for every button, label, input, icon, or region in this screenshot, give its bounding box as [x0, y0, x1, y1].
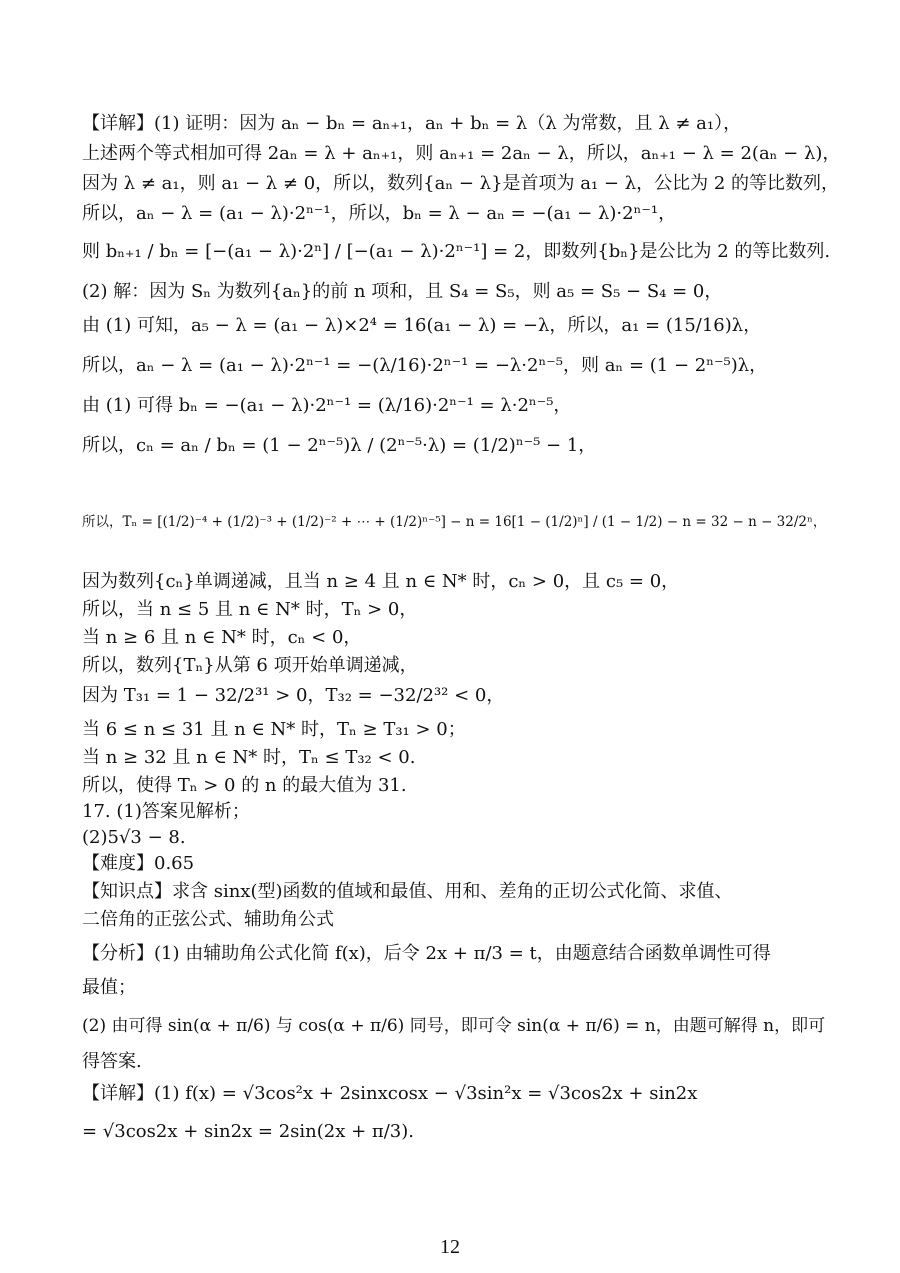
solution-line: 【详解】(1) 证明：因为 aₙ − bₙ = aₙ₊₁，aₙ + bₙ = λ（λ 为常数，且 λ ≠ a₁），: [82, 113, 742, 134]
analysis-line: (2) 由可得 sin(α + π/6) 与 cos(α + π/6) 同号，即可令 sin(α + π/6) = n，由题可解得 n，即可: [82, 1016, 826, 1036]
knowledge-line: 【知识点】求含 sinx(型)函数的值域和最值、用和、差角的正切公式化简、求值、: [82, 881, 733, 902]
solution-line: 当 n ≥ 6 且 n ∈ N* 时，cₙ < 0，: [82, 627, 362, 648]
solution-line: 因为数列{cₙ}单调递减，且当 n ≥ 4 且 n ∈ N* 时，cₙ > 0，且 c₅ = 0，: [82, 571, 680, 592]
analysis-line: 最值；: [82, 977, 136, 998]
solution-line: (2) 解：因为 Sₙ 为数列{aₙ}的前 n 项和，且 S₄ = S₅，则 a₅ = S₅ − S₄ = 0，: [82, 281, 723, 302]
analysis-line: 【分析】(1) 由辅助角公式化简 f(x)，后令 2x + π/3 = t，由题意结合函数单调性可得: [82, 943, 771, 964]
solution-line: 所以，数列{Tₙ}从第 6 项开始单调递减，: [82, 655, 418, 676]
solution-line: 所以，aₙ − λ = (a₁ − λ)·2ⁿ⁻¹，所以，bₙ = λ − aₙ = −(a₁ − λ)·2ⁿ⁻¹，: [82, 203, 677, 224]
knowledge-line: 二倍角的正弦公式、辅助角公式: [82, 909, 334, 930]
solution-line: 由 (1) 可知，a₅ − λ = (a₁ − λ)×2⁴ = 16(a₁ − λ) = −λ，所以，a₁ = (15/16)λ，: [82, 315, 762, 336]
analysis-line: 得答案.: [82, 1051, 142, 1072]
solution-line: 当 6 ≤ n ≤ 31 且 n ∈ N* 时，Tₙ ≥ T₃₁ > 0；: [82, 719, 466, 740]
solution-line: 因为 T₃₁ = 1 − 32/2³¹ > 0，T₃₂ = −32/2³² < 0，: [82, 685, 505, 706]
page-number: 12: [440, 1236, 460, 1258]
solution-line: 所以，使得 Tₙ > 0 的 n 的最大值为 31.: [82, 775, 407, 796]
solution-line: 则 bₙ₊₁ / bₙ = [−(a₁ − λ)·2ⁿ] / [−(a₁ − λ)·2ⁿ⁻¹] = 2，即数列{bₙ}是公比为 2 的等比数列.: [82, 241, 831, 262]
solution-line: 所以，aₙ − λ = (a₁ − λ)·2ⁿ⁻¹ = −(λ/16)·2ⁿ⁻¹ = −λ·2ⁿ⁻⁵，则 aₙ = (1 − 2ⁿ⁻⁵)λ，: [82, 355, 768, 376]
detail-line: 【详解】(1) f(x) = √3cos²x + 2sinxcosx − √3sin²x = √3cos2x + sin2x: [82, 1083, 698, 1104]
answer-line: (2)5√3 − 8.: [82, 827, 186, 848]
difficulty-line: 【难度】0.65: [82, 853, 195, 874]
solution-line: 因为 λ ≠ a₁，则 a₁ − λ ≠ 0，所以，数列{aₙ − λ}是首项为 a₁ − λ，公比为 2 的等比数列，: [82, 173, 840, 194]
solution-line: 所以，Tₙ = [(1/2)⁻⁴ + (1/2)⁻³ + (1/2)⁻² + ⋯ + (1/2)ⁿ⁻⁵] − n = 16[1 − (1/2)ⁿ] / (1 − 1/2) − n = 32 − n − 32/2ⁿ，: [82, 514, 827, 530]
answer-line: 17. (1)答案见解析；: [82, 801, 250, 822]
solution-line: 上述两个等式相加可得 2aₙ = λ + aₙ₊₁，则 aₙ₊₁ = 2aₙ − λ，所以，aₙ₊₁ − λ = 2(aₙ − λ)，: [82, 143, 841, 164]
solution-line: 当 n ≥ 32 且 n ∈ N* 时，Tₙ ≤ T₃₂ < 0.: [82, 747, 416, 768]
solution-line: 所以，cₙ = aₙ / bₙ = (1 − 2ⁿ⁻⁵)λ / (2ⁿ⁻⁵·λ) = (1/2)ⁿ⁻⁵ − 1，: [82, 435, 597, 456]
solution-line: 由 (1) 可得 bₙ = −(a₁ − λ)·2ⁿ⁻¹ = (λ/16)·2ⁿ⁻¹ = λ·2ⁿ⁻⁵，: [82, 395, 572, 416]
solution-line: 所以，当 n ≤ 5 且 n ∈ N* 时，Tₙ > 0，: [82, 599, 418, 620]
detail-line: = √3cos2x + sin2x = 2sin(2x + π/3).: [82, 1121, 415, 1142]
